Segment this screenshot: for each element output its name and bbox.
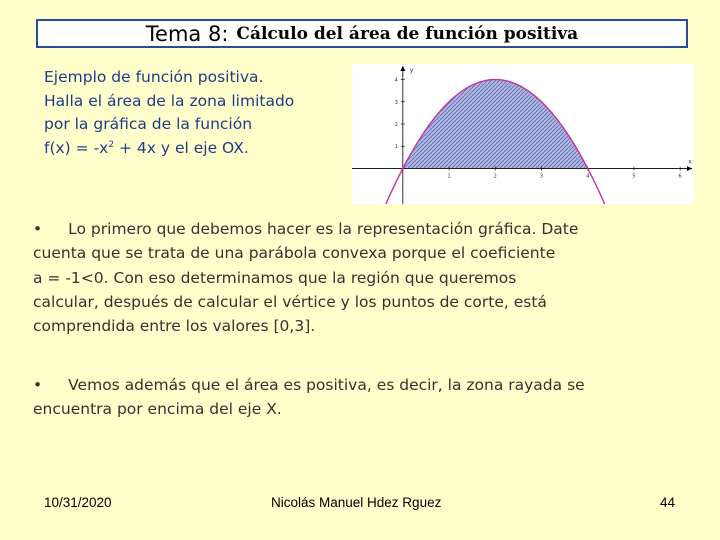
y-axis-arrow xyxy=(400,66,405,71)
intro-line: Halla el área de la zona limitado xyxy=(44,91,295,110)
y-tick-label: 4 xyxy=(394,77,398,84)
x-tick-label: 3 xyxy=(539,173,544,180)
x-axis-arrow xyxy=(687,166,692,171)
paragraph-line xyxy=(33,373,585,397)
title-subtitle: Cálculo del área de función positiva xyxy=(236,23,579,44)
formula-exponent: 2 xyxy=(108,139,115,150)
footer-author: Nicolás Manuel Hdez Rguez xyxy=(271,495,442,510)
bullet: • xyxy=(33,220,43,238)
x-tick-label: 2 xyxy=(493,173,497,180)
y-tick-label: 2 xyxy=(394,122,398,128)
paragraph-line: comprendida entre los valores [0,3]. xyxy=(33,317,316,336)
footer-page-number: 44 xyxy=(660,495,676,510)
x-tick-label: 5 xyxy=(632,173,636,180)
formula-post: + 4x y el eje OX. xyxy=(114,138,249,157)
intro-line: Ejemplo de función positiva. xyxy=(44,68,264,86)
paragraph-line: encuentra por encima del eje X. xyxy=(33,400,282,419)
paragraph-line-text: Lo primero que debemos hacer es la representación gráfica. Date xyxy=(68,220,579,238)
parabola-graph xyxy=(352,64,694,204)
x-tick-label: 6 xyxy=(678,173,682,180)
formula-pre: f(x) = -x xyxy=(44,138,109,157)
x-tick-label: 4 xyxy=(586,173,590,180)
paragraph-line-text: Vemos además que el área es positiva, es decir, la zona rayada se xyxy=(68,376,585,394)
title-bar xyxy=(36,19,688,48)
footer-date: 10/31/2020 xyxy=(44,495,112,510)
paragraph-2 xyxy=(33,373,585,422)
title-main: Tema 8: xyxy=(145,21,229,46)
y-tick-label: 3 xyxy=(394,99,398,106)
paragraph-line xyxy=(33,217,578,241)
y-axis-label: y xyxy=(409,67,414,74)
bullet: • xyxy=(33,376,43,394)
function-formula xyxy=(44,137,354,161)
parabola-chart-svg xyxy=(352,64,694,204)
y-tick-label: 1 xyxy=(394,144,398,151)
x-tick-label: 1 xyxy=(447,173,451,180)
paragraph-1 xyxy=(33,217,578,338)
paragraph-line: calcular, después de calcular el vértice y los puntos de corte, está xyxy=(33,292,547,311)
x-axis-label: x xyxy=(688,158,692,166)
intro-text xyxy=(44,66,354,160)
paragraph-line: cuenta que se trata de una parábola convexa porque el coeficiente xyxy=(33,244,556,263)
intro-line: por la gráfica de la función xyxy=(44,115,253,133)
paragraph-line: a = -1<0. Con eso determinamos que la región que queremos xyxy=(33,268,517,287)
